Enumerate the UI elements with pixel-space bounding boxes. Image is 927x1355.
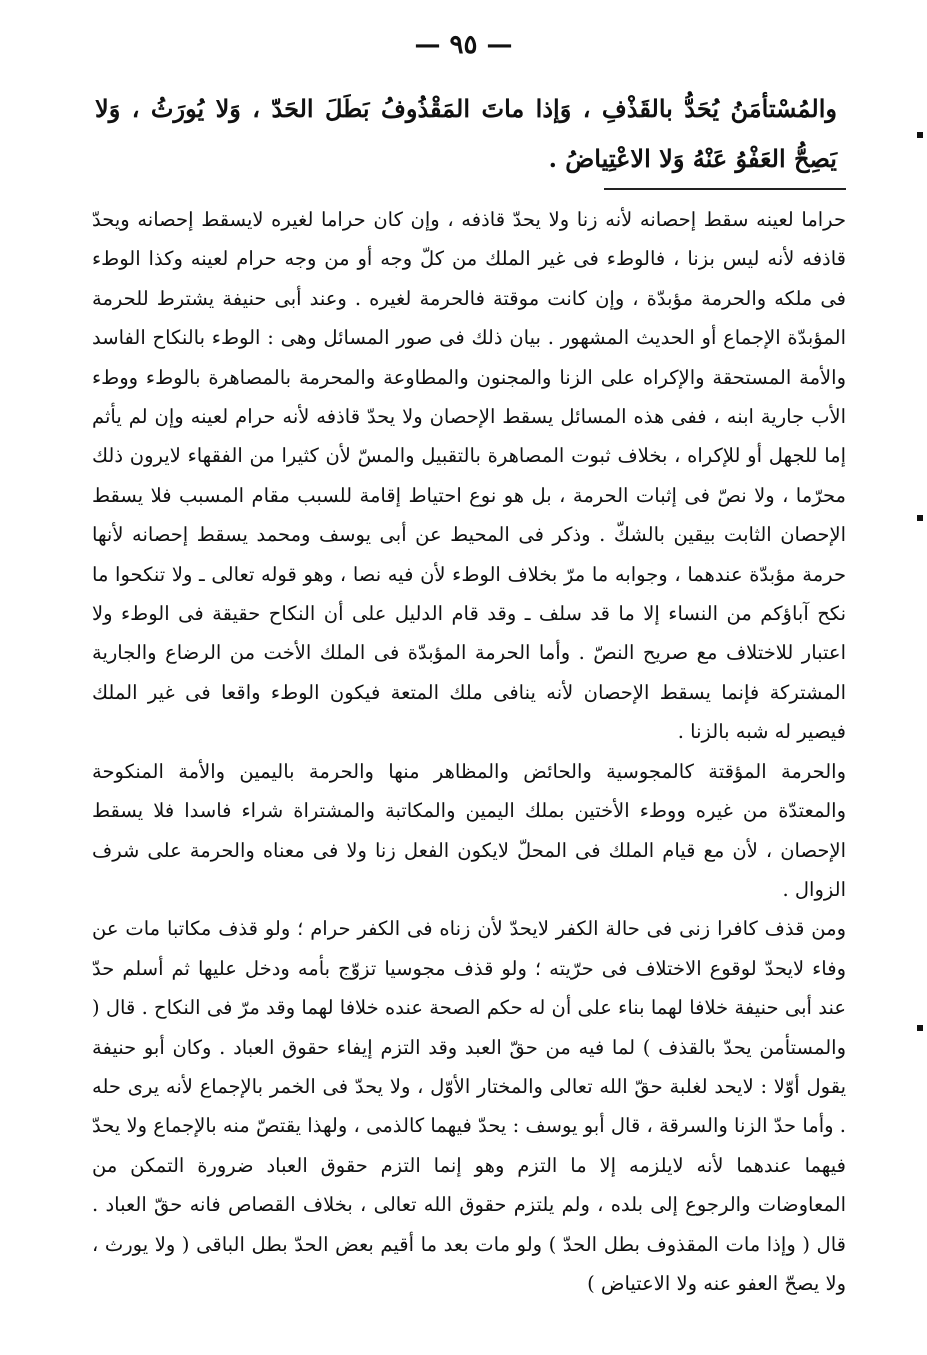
commentary-paragraph: والحرمة المؤقتة كالمجوسية والحائض والمظاهر منها والحرمة باليمين والأمة المنكوحة والمعتدّة من غيره ووطء الأختين بملك اليمين والمكاتبة والمشتراة شراء فاسدا فلا يسقط الإحصان ، لأن مع قيام الملك فى المحلّ لايكون الفعل زنا ولا فى معناه والحرمة على شرف الزوال . xyxy=(92,759,846,901)
margin-mark xyxy=(917,1025,923,1031)
margin-mark xyxy=(917,515,923,521)
footnote-divider xyxy=(604,188,846,190)
main-text-paragraph: والمُسْتأمَنُ يُحَدُّ بالقَذْفِ ، وَإذا ماتَ المَقْذُوفُ بَطَلَ الحَدّ ، وَلا يُورَثُ ، وَلا يَصِحُّ العَفْوُ عَنْهُ وَلا الاعْتِياضُ . xyxy=(95,94,837,173)
commentary-text xyxy=(92,200,846,1303)
main-text xyxy=(95,84,837,184)
margin-mark xyxy=(917,132,923,138)
commentary-paragraph: ومن قذف كافرا زنى فى حالة الكفر لايحدّ لأن زناه فى الكفر حرام ؛ ولو قذف مكاتبا مات عن وفاء لايحدّ لوقوع الاختلاف فى حرّيته ؛ ولو قذف مجوسيا تزوّج بأمه ودخل عليها ثم أسلم حدّ عند أبى حنيفة خلافا لهما بناء على أن له حكم الصحة عنده خلافا لهما وقد مرّ فى النكاح . قال ( والمستأمن يحدّ بالقذف ) لما فيه من حقّ العبد وقد التزم إيفاء حقوق العباد . وكان أبو حنيفة يقول أوّلا : لايحد لغلبة حقّ الله تعالى والمختار الأوّل ، ولا يحدّ فى الخمر بالإجماع لأنه يرى حله . وأما حدّ الزنا والسرقة ، قال أبو يوسف : يحدّ فيهما كالذمى ، ولهذا يقتصّ منه بالإجماع ولا يحدّ فيهما عندهما لأنه لايلزمه إلا ما التزم وهو إنما التزم حقوق العباد ضرورة التمكن من المعاوضات والرجوع إلى بلده ، ولم يلتزم حقوق الله تعالى ، بخلاف القصاص فانه حقّ العباد . قال ( وإذا مات المقذوف بطل الحدّ ) ولو مات بعد ما أقيم بعض الحدّ بطل الباقى ( ولا يورث ، ولا يصحّ العفو عنه ولا الاعتياض ) xyxy=(92,917,846,1295)
commentary-paragraph: حراما لعينه سقط إحصانه لأنه زنا ولا يحدّ قاذفه ، وإن كان حراما لغيره لايسقط إحصانه ويحدّ قاذفه لأنه ليس بزنا ، فالوطء فى غير الملك من كلّ وجه أو من وجه حرام لعينه وكذا الوطء فى ملكه والحرمة مؤبدّة ، وإن كانت موقتة فالحرمة لغيره . وعند أبى حنيفة يشترط للحرمة المؤبدّة الإجماع أو الحديث المشهور . بيان ذلك فى صور المسائل وهى : الوطء بالنكاح الفاسد والأمة المستحقة والإكراه على الزنا والمجنون والمطاوعة والمحرمة بالمصاهرة بالوطء ووطء الأب جارية ابنه ، ففى هذه المسائل يسقط الإحصان ولا يحدّ قاذفه لأنه حرام لعينه وإن لم يأثم إما للجهل أو للإكراه ، بخلاف ثبوت المصاهرة بالتقبيل والمسّ لأن كثيرا من الفقهاء لايرون ذلك محرّما ، ولا نصّ فى إثبات الحرمة ، بل هو نوع احتياط إقامة للسبب مقام المسبب فلا يسقط الإحصان الثابت بيقين بالشكّ . وذكر فى المحيط عن أبى يوسف ومحمد يسقط إحصانه لأنها حرمة مؤبدّة عندهما ، وجوابه ما مرّ بخلاف الوطء لأن فيه نصا ، وهو قوله تعالى ـ ولا تنكحوا ما نكح آباؤكم من النساء إلا ما قد سلف ـ وقد قام الدليل على أن النكاح حقيقة فى الوطء ولا اعتبار للاختلاف مع صريح النصّ . وأما الحرمة المؤبدّة فى الملك الأخت من الرضاع والجارية المشتركة فإنما يسقط الإحصان لأنه ينافى ملك المتعة فيكون الوطء واقعا فى غير الملك فيصير له شبه بالزنا . xyxy=(92,208,846,744)
page-number: — ٩٥ — xyxy=(414,30,513,60)
